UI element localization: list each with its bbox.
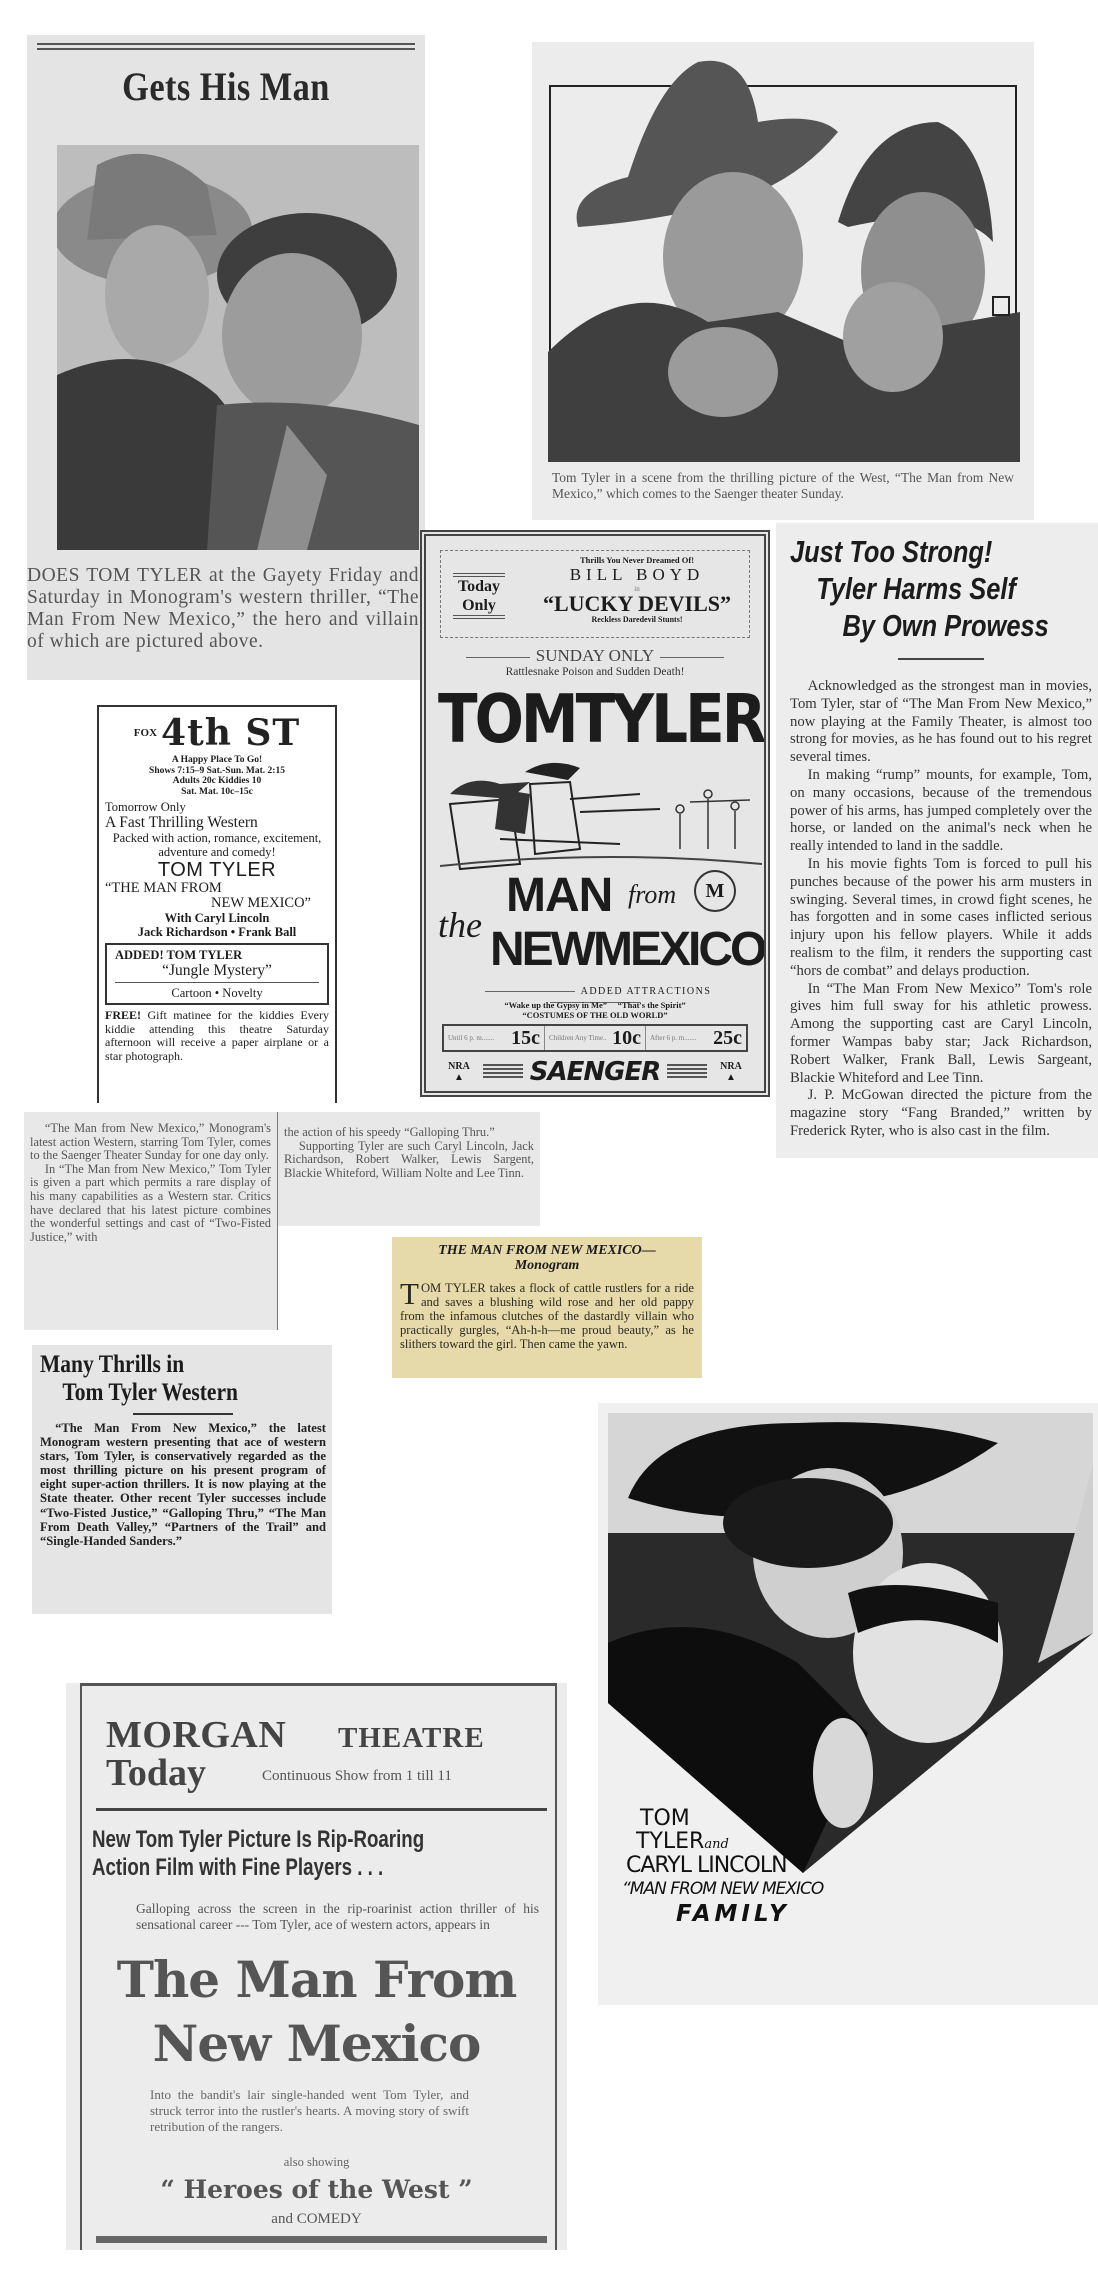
paragraph: “The Man from New Mexico,” Monogram's latest action Western, starring Tom Tyler, comes to the Saenger Theater Sunday for one day only.: [30, 1121, 271, 1163]
lucky-devils-box: Today Only Thrills You Never Dreamed Of! BILL BOYD in “LUCKY DEVILS” Reckless Daredevil Stunts!: [440, 550, 750, 638]
headline-line-1: Many Thrills in: [40, 1351, 185, 1378]
tagline: A Happy Place To Go!: [171, 755, 263, 765]
headline: Gets His Man: [122, 64, 330, 109]
lucky-devils-title: “LUCKY DEVILS”: [542, 591, 732, 616]
with-cast: With Caryl Lincoln: [164, 911, 270, 925]
thrills-tagline: Thrills You Never Dreamed Of!: [579, 555, 695, 565]
paragraph: In making “rump” mounts, for example, Tom, on many occasions, because of the tremendous power of his arms, has jumped completely over the horse, or landed on the animal's neck when he really intended to land in the saddle.: [790, 766, 1092, 855]
added-label: ADDED! TOM TYLER: [115, 948, 243, 962]
today: Today: [106, 1752, 206, 1794]
paragraph: In his movie fights Tom is forced to pull his punches because of the power his arm musters in swinging. Several times, in crowd fight scenes, he has forgotten and in some cases inflicted serious injury upon his fellow players. While it adds realism to the film, it renders the supporting cast “hors de combat” and delays production.: [790, 855, 1092, 979]
added-feature-box: [105, 943, 329, 1005]
divider: [898, 658, 984, 660]
tom-tyler-logo: TOMTYLER: [438, 680, 764, 759]
added-attractions: ADDED ATTRACTIONS: [442, 986, 748, 1008]
theater-logo: [105, 711, 329, 755]
headline-line-2: Tom Tyler Western: [62, 1379, 238, 1406]
clipping-too-strong-article: [776, 523, 1098, 1158]
paragraph: In “The Man from New Mexico,” Tom Tyler is given a part which permits a rare display of his many capabilities as a Western star. Critics have declared that his latest picture combines the wonderful settings and cast of “Two-Fisted Justice,” with: [30, 1161, 271, 1244]
headline-line-1: Just Too Strong!: [790, 534, 993, 569]
paragraph: In “The Man From New Mexico” Tom's role gives him full sway for his athletic prowess. Among the supporting cast are Caryl Lincoln, former Wampas baby star; Jack Richardson, Robert Walker, Frank Ball, Lewis Sargeant, Blackie Whiteford and Lee Tinn.: [790, 980, 1092, 1086]
man-title: MAN: [506, 869, 613, 922]
double-rule: [37, 43, 415, 50]
photo-caption: DOES TOM TYLER at the Gayety Friday and Saturday in Monogram's western thriller, “The Man From New Mexico,” the hero and villain of which are pictured above.: [27, 565, 419, 652]
the-script: the: [438, 905, 482, 945]
star-name: TOM TYLER: [157, 859, 277, 881]
film-title-line-1: “THE MAN FROM: [105, 880, 222, 896]
caption-caryl-lincoln: CARYL LINCOLN: [626, 1853, 787, 1878]
nra-eagle-icon: NRA ▲: [448, 1061, 470, 1083]
added-title: “Jungle Mystery”: [162, 962, 272, 979]
clipping-morgan-theatre-ad: [66, 1683, 567, 2250]
added-extra: Cartoon • Novelty: [171, 986, 263, 1000]
photo-caption: Tom Tyler in a scene from the thrilling picture of the West, “The Man from New Mexico,” which comes to the Saenger theater Sunday.: [552, 470, 1014, 501]
headline-line-2: Tyler Harms Self: [816, 571, 1016, 606]
column-b: [278, 1112, 540, 1226]
also-showing: also showing: [283, 2155, 350, 2169]
decorative-lines: [667, 1064, 707, 1080]
film-title-line-2: NEW MEXICO”: [210, 895, 311, 911]
divider: [133, 1413, 233, 1415]
bill-boyd: BILL BOYD: [569, 565, 705, 584]
attractions-list: “Wake up the Gypsy in Me” “That's the Spirit” “COSTUMES OF THE OLD WORLD”: [504, 1000, 686, 1020]
divider: [96, 1808, 547, 1811]
price-until-6pm: Until 6 p. m....... 15c: [444, 1026, 545, 1050]
film-title: The Man From New Mexico: [116, 1950, 517, 2073]
packed-with-action: Packed with action, romance, excitement, adventure and comedy!: [112, 831, 322, 859]
clipping-saenger-ad: [420, 530, 770, 1097]
cast-list: Jack Richardson • Frank Ball: [137, 925, 297, 939]
clipping-many-thrills: [32, 1345, 332, 1614]
review-heading: THE MAN FROM NEW MEXICO— Monogram: [438, 1243, 656, 1273]
morgan: MORGAN: [106, 1714, 287, 1756]
and-comedy: and COMEDY: [271, 2211, 362, 2227]
showtimes: Shows 7:15–9 Sat.-Sun. Mat. 2:15: [149, 765, 285, 776]
clipping-gets-his-man: [27, 35, 425, 680]
sunday-only: SUNDAY ONLY: [442, 646, 748, 666]
new-mexico-title: NEWMEXICO: [490, 923, 765, 976]
drop-cap: T: [400, 1276, 419, 1311]
clipping-saenger-photo: [532, 42, 1034, 520]
article-body: “The Man From New Mexico,” the latest Monogram western presenting that ace of western stars, Tom Tyler, is conservatively regarded as the most thrilling picture on his present program of eight super-action thrillers. It is now playing at the State theater. Other recent Tyler successes include “Two-Fisted Justice,” “Galloping Thru,” “The Man From Death Valley,” “Partners of the Trail” and “Single-Handed Sanders.”: [40, 1421, 326, 1548]
free-label: FREE!: [105, 1008, 141, 1022]
divider-heavy: [96, 2236, 547, 2243]
price-table: [442, 1024, 748, 1052]
continuous-show: Continuous Show from 1 till 11: [262, 1768, 452, 1784]
galloping-text: Galloping across the screen in the rip-roarinist action thriller of his sensational career --- Tom Tyler, ace of western actors, appears in: [136, 1901, 539, 1932]
illustration-gunfight: [440, 754, 762, 874]
from-script: from: [628, 880, 677, 909]
reckless-tagline: Reckless Daredevil Stunts!: [591, 615, 683, 624]
logo-4th-st: 4th ST: [161, 712, 301, 754]
clipping-fox-4th-st-ad: [97, 705, 337, 1103]
prices-matinee: Sat. Mat. 10c–15c: [181, 786, 253, 797]
price-children: Children Any Time.. 10c: [545, 1026, 646, 1050]
tomorrow-only: Tomorrow Only: [105, 800, 186, 814]
clipping-monogram-review: [392, 1237, 702, 1378]
column-a: [24, 1112, 278, 1330]
paragraph: J. P. McGowan directed the picture from the magazine story “Fang Branded,” written by Frederick Ryter, who is also cast in the film.: [790, 1087, 1092, 1139]
paragraph: the action of his speedy “Galloping Thru.”: [284, 1125, 495, 1139]
divider: [115, 982, 319, 983]
caption-tyler: TYLERand: [636, 1829, 729, 1854]
free-text: Gift matinee for the kiddies Every kiddie attending this theatre Saturday afternoon will receive a paper airplane or a star photograph.: [105, 1008, 329, 1063]
price-after-6pm: After 6 p. m....... 25c: [650, 1026, 742, 1049]
synopsis: Into the bandit's lair single-handed went Tom Tyler, and struck terror into the rustler's hearts. A moving story of swift retribution of the rangers.: [150, 2087, 469, 2134]
paragraph: Acknowledged as the strongest man in movies, Tom Tyler, star of “The Man From New Mexico,” now playing at the Family Theater, is almost too strong for movies, as he has found out to his regret several times.: [790, 678, 1092, 766]
theatre: THEATRE: [338, 1722, 485, 1754]
today-only: Today Only: [453, 573, 505, 619]
prices-adults: Adults 20c Kiddies 10: [172, 776, 262, 786]
photo-two-men: [57, 145, 419, 550]
ad-footer: [442, 1054, 748, 1090]
caption-family-theater: FAMILY: [676, 1901, 790, 1927]
monogram-logo-icon: M: [694, 870, 736, 912]
caption-film-title: “MAN FROM NEW MEXICO: [622, 1879, 824, 1899]
photo-tyler-and-man: [548, 52, 1020, 462]
headline: New Tom Tyler Picture Is Rip-Roaring Action Film with Fine Players . . .: [92, 1826, 425, 1881]
caption-tom: TOM: [640, 1806, 690, 1831]
heroes-of-the-west: “ Heroes of the West ”: [160, 2175, 473, 2204]
headline-line-3: By Own Prowess: [842, 608, 1049, 643]
nra-eagle-icon: NRA ▲: [720, 1061, 742, 1083]
rattlesnake-tagline: Rattlesnake Poison and Sudden Death!: [505, 666, 685, 678]
free-matinee-notice: [105, 1009, 329, 1063]
saenger-logo: SAENGER: [529, 1057, 661, 1087]
photo-tyler-and-lincoln: [598, 1403, 1098, 2005]
decorative-lines: [483, 1064, 523, 1080]
logo-fox: FOX: [133, 727, 158, 739]
review-body: TOM TYLER takes a flock of cattle rustlers for a ride and saves a blushing wild rose and her old pappy from the infamous clutches of the dastardly villain who practically gurgles, “Ah-h-h—me proud beauty,” as he slithers toward the girl. Then came the yawn.: [400, 1276, 694, 1351]
fast-thrilling-western: A Fast Thrilling Western: [105, 814, 258, 831]
clipping-family-theater-photo: [598, 1403, 1098, 2005]
article-body: [790, 678, 1092, 1141]
paragraph: Supporting Tyler are such Caryl Lincoln, Jack Richardson, Robert Walker, Lewis Sargent, Blackie Whiteford, William Nolte and Lee Tinn.: [284, 1138, 534, 1180]
